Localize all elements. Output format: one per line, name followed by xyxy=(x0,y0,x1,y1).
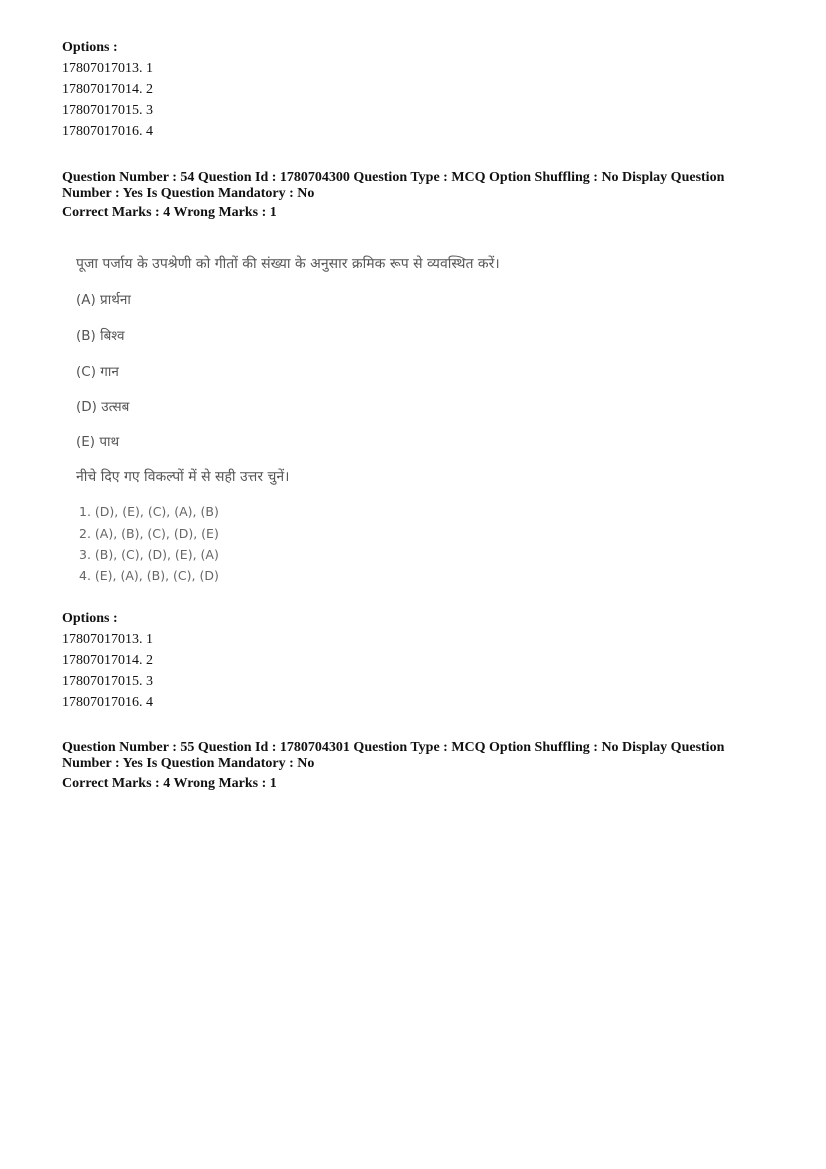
option-line: 17807017014. 2 xyxy=(62,653,153,668)
answer-choice: 2. (A), (B), (C), (D), (E) xyxy=(79,526,219,541)
answer-choice: 3. (B), (C), (D), (E), (A) xyxy=(79,547,219,562)
instruction-text: नीचे दिए गए विकल्पों में से सही उत्तर चुनें। xyxy=(76,469,290,485)
choice-item: (D) उत्सब xyxy=(76,399,130,415)
option-line: 17807017016. 4 xyxy=(62,695,153,710)
option-line: 17807017013. 1 xyxy=(62,61,153,76)
choice-item: (B) बिश्व xyxy=(76,328,125,344)
option-line: 17807017016. 4 xyxy=(62,124,153,139)
choice-item: (A) प्रार्थना xyxy=(76,292,131,308)
question-marks: Correct Marks : 4 Wrong Marks : 1 xyxy=(62,205,277,220)
question-header: Question Number : 55 Question Id : 1780704301 Question Type : MCQ Option Shuffling : No Display Question Number : Yes Is Question Mandatory : No xyxy=(62,740,725,771)
option-line: 17807017013. 1 xyxy=(62,632,153,647)
answer-choice: 4. (E), (A), (B), (C), (D) xyxy=(79,568,219,583)
option-line: 17807017015. 3 xyxy=(62,103,153,118)
option-line: 17807017014. 2 xyxy=(62,82,153,97)
choice-item: (E) पाथ xyxy=(76,434,120,450)
question-marks: Correct Marks : 4 Wrong Marks : 1 xyxy=(62,776,277,791)
options-title: Options : xyxy=(62,611,118,626)
choice-item: (C) गान xyxy=(76,364,119,380)
question-header: Question Number : 54 Question Id : 1780704300 Question Type : MCQ Option Shuffling : No Display Question Number : Yes Is Question Mandatory : No xyxy=(62,170,725,201)
question-text: पूजा पर्जाय के उपश्रेणी को गीतों की संख्या के अनुसार क्रमिक रूप से व्यवस्थित करें। xyxy=(76,256,500,272)
answer-choice: 1. (D), (E), (C), (A), (B) xyxy=(79,504,219,519)
option-line: 17807017015. 3 xyxy=(62,674,153,689)
options-title: Options : xyxy=(62,40,118,55)
